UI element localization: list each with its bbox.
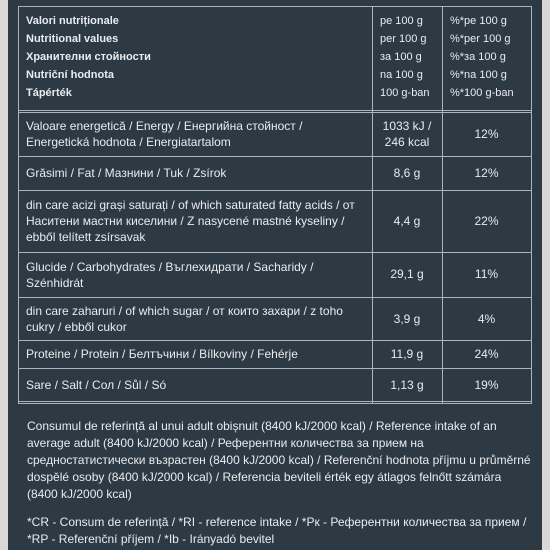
header-per100 [380,12,430,102]
table-row-label: Sare / Salt / Сол / Sůl / Só [26,378,167,392]
table-row-value: 11,9 g [390,347,424,361]
table-row-percent: 11% [474,267,499,281]
header-labels [26,12,151,102]
table-row-value: 8,6 g [393,166,421,180]
header-percent-line: %*per 100 g [450,33,511,45]
header-per100-line: per 100 g [380,33,427,45]
table-row-value: 4,4 g [393,214,421,228]
header-label: Tápérték [26,87,72,99]
table-row-percent: 12% [474,166,499,180]
header-per100-line: 100 g-ban [380,87,430,99]
header-per100-line: pe 100 g [380,15,423,27]
table-row-percent: 19% [474,378,499,392]
header-label: Nutriční hodnota [26,69,114,81]
header-label: Nutritional values [26,33,119,45]
header-label: Хранителни стойности [26,51,151,63]
table-row-percent: 4% [477,312,496,326]
abbreviation-legend: *CR - Consum de referință / *RI - reference intake / *Рк - Референтни количества за прием / *RP - Referenční příjem / *Ib - Irányadó bevitel [27,515,527,546]
header-percent [450,12,514,102]
header-label: Valori nutriționale [26,15,119,27]
header-percent-line: %*pe 100 g [450,15,507,27]
header-percent-line: %*na 100 g [450,69,507,81]
table-row-percent: 12% [474,127,499,141]
table-row-percent: 24% [474,347,499,361]
table-row-value: 1033 kJ / 246 kcal [382,119,432,149]
table-row-value: 1,13 g [390,378,424,392]
table-row-value: 29,1 g [390,267,424,281]
header-percent-line: %*100 g-ban [450,87,514,99]
table-row-label: Grăsimi / Fat / Мазнини / Tuk / Zsírok [26,166,227,180]
table-row-label: Valoare energetică / Energy / Енергийна стойност / Energetická hodnota / Energiatartalom [26,119,303,149]
header-per100-line: за 100 g [380,51,422,63]
table-row-percent: 22% [474,214,499,228]
table-row-value: 3,9 g [393,312,421,326]
table-row-label: din care acizi grași saturați / of which saturated fatty acids / от Наситени мастни киселини / Z nasycené mastné kyseliny / ebből telített zsírsavak [26,198,355,244]
table-row-label: Proteine / Protein / Белтъчини / Bílkoviny / Fehérje [26,347,298,361]
header-percent-line: %*за 100 g [450,51,506,63]
nutrition-panel [8,0,542,550]
table-row-label: din care zaharuri / of which sugar / от които захари / z toho cukry / ebből cukor [26,304,343,334]
table-row-label: Glucide / Carbohydrates / Въглехидрати / Sacharidy / Szénhidrát [26,260,314,290]
header-per100-line: na 100 g [380,69,423,81]
reference-intake-note: Consumul de referință al unui adult obișnuit (8400 kJ/2000 kcal) / Reference intake of an average adult (8400 kJ/2000 kcal) / Референтни количества за прием на средностатистически възрастен (8400 kJ/2000 kcal) / Referenční hodnota příjmu u průměrné dospělé osoby (8400 kJ/2000 kcal) / Referencia beviteli érték egy átlagos felnőtt számára (8400 kJ/2000 kcal) [27,419,531,501]
